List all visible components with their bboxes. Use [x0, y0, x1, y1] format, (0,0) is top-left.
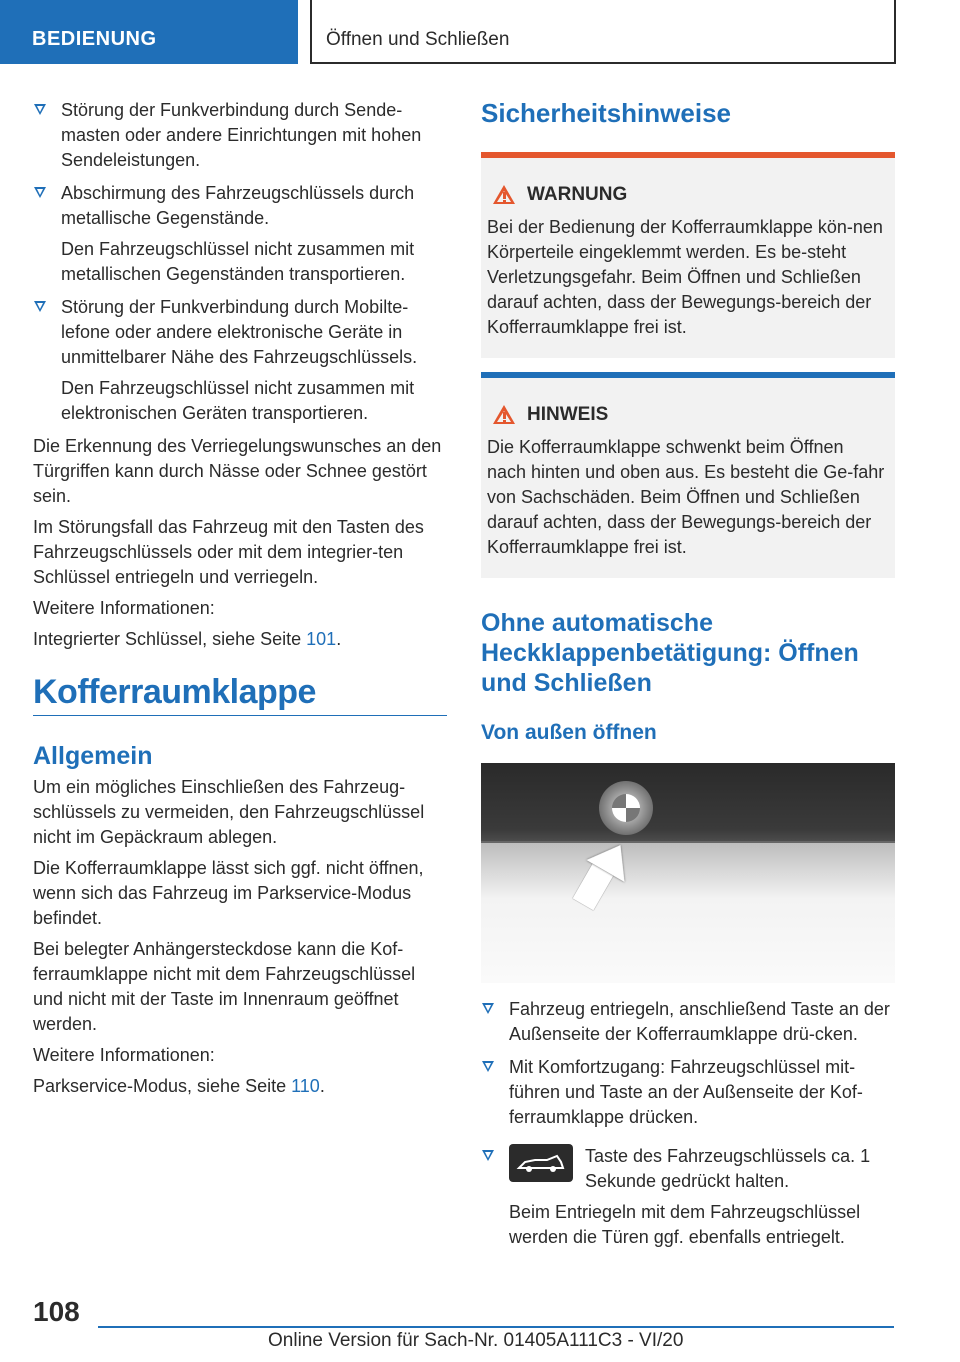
triangle-bullet-icon	[34, 301, 46, 312]
trunk-key-button-icon	[509, 1144, 573, 1182]
reference-text: Integrierter Schlüssel, siehe Seite	[33, 629, 307, 649]
chapter-header	[310, 0, 896, 64]
list-item-subtext: Den Fahrzeugschlüssel nicht zusammen mit elektronischen Geräten transportieren.	[61, 378, 415, 423]
cross-reference	[33, 627, 447, 652]
triangle-bullet-icon	[482, 1003, 494, 1014]
trunk-panel	[481, 841, 895, 983]
triangle-bullet-icon	[34, 187, 46, 198]
page-number: 108	[33, 1296, 80, 1327]
section-label: BEDIENUNG	[32, 28, 157, 50]
chapter-title: Öffnen und Schließen	[326, 29, 510, 50]
list-item-text: Abschirmung des Fahrzeugschlüssels durch metallische Gegenstände.	[61, 183, 415, 228]
warning-title-row	[487, 182, 887, 207]
left-column	[33, 98, 447, 1105]
hint-title-row	[487, 402, 887, 427]
list-item	[33, 98, 447, 173]
triangle-bullet-icon	[482, 1061, 494, 1072]
paragraph: Im Störungsfall das Fahrzeug mit den Tasten des Fahrzeugschlüssels oder mit dem integrier-ten Schlüssel entriegeln und verriegeln.	[33, 517, 424, 587]
subsection-heading: Ohne automatische Heckklappenbetätigung: Öffnen und Schließen	[481, 609, 859, 697]
triangle-bullet-icon	[34, 104, 46, 115]
reference-end: .	[319, 1076, 325, 1096]
list-item-subtext: Den Fahrzeugschlüssel nicht zusammen mit metallischen Gegenständen transportieren.	[61, 239, 415, 284]
list-item-subtext: Beim Entriegeln mit dem Fahrzeugschlüssel werden die Türen ggf. ebenfalls entriegelt.	[509, 1202, 861, 1247]
reference-text: Parkservice-Modus, siehe Seite	[33, 1076, 292, 1096]
sub-subsection-heading: Von außen öffnen	[481, 721, 657, 744]
list-item	[481, 997, 895, 1047]
warning-title: WARNUNG	[527, 184, 628, 205]
list-item-text: Mit Komfortzugang: Fahrzeugschlüssel mit-führen und Taste an der Außenseite der Kof-ferraumklappe drücken.	[509, 1057, 863, 1127]
paragraph: Um ein mögliches Einschließen des Fahrzeug-schlüssels zu vermeiden, den Fahrzeugschlüssel nicht im Gepäckraum ablegen.	[33, 777, 425, 847]
list-item	[33, 181, 447, 287]
warning-box	[481, 152, 895, 358]
page-link-101[interactable]: 101	[306, 629, 337, 649]
warning-triangle-icon	[493, 185, 515, 205]
section-heading: Kofferraumklappe	[33, 680, 447, 716]
warning-triangle-icon	[493, 405, 515, 425]
icon-bullet-row	[509, 1144, 895, 1200]
paragraph: Bei belegter Anhängersteckdose kann die Kof-ferraumklappe nicht mit dem Fahrzeugschlüssel und nicht mit der Taste im Innenraum geöffnet werden.	[33, 939, 416, 1034]
hint-text: Die Kofferraumklappe schwenkt beim Öffnen nach hinten und oben aus. Es besteht die Ge-fahr von Sachschäden. Beim Öffnen und Schließen darauf achten, dass der Bewegungs-bereich der Kofferraumklappe frei ist.	[487, 437, 885, 557]
paragraph: Die Kofferraumklappe lässt sich ggf. nicht öffnen, wenn sich das Fahrzeug im Parkservice-Modus befindet.	[33, 858, 424, 928]
list-item	[33, 295, 447, 426]
warning-text: Bei der Bedienung der Kofferraumklappe kön-nen Körperteile eingeklemmt werden. Es be-steht Verletzungsgefahr. Beim Öffnen und Schließen darauf achten, dass der Bewegungs-bereich der Kofferraumklappe frei ist.	[487, 217, 883, 337]
paragraph: Die Erkennung des Verriegelungswunsches an den Türgriffen kann durch Nässe oder Schnee gestört sein.	[33, 436, 442, 506]
list-item	[481, 1055, 895, 1130]
subsection-heading: Allgemein	[33, 742, 153, 770]
list-item-text: Taste des Fahrzeugschlüssels ca. 1 Sekunde gedrückt halten.	[585, 1146, 871, 1191]
cross-reference	[33, 1074, 447, 1099]
list-item	[481, 1144, 895, 1250]
right-column	[481, 98, 895, 1258]
hint-box	[481, 372, 895, 578]
list-item-text: Störung der Funkverbindung durch Sende-masten oder andere Einrichtungen mit hohen Sendeleistungen.	[61, 100, 422, 170]
page-link-110[interactable]: 110	[291, 1076, 320, 1096]
more-info-label: Weitere Informationen:	[33, 1045, 215, 1065]
reference-end: .	[336, 629, 342, 649]
brand-logo-emblem	[599, 781, 653, 835]
footer-divider	[98, 1326, 894, 1328]
triangle-bullet-icon	[482, 1150, 494, 1161]
list-item-text: Fahrzeug entriegeln, anschließend Taste an der Außenseite der Kofferraumklappe drü-cken.	[509, 999, 890, 1044]
hint-title: HINWEIS	[527, 404, 609, 425]
trunk-button-photo	[481, 763, 895, 983]
section-tab	[0, 0, 298, 64]
more-info-label: Weitere Informationen:	[33, 598, 215, 618]
section-heading: Sicherheitshinweise	[481, 98, 731, 128]
list-item-text: Störung der Funkverbindung durch Mobilte-lefone oder andere elektronische Geräte in unmittelbarer Nähe des Fahrzeugschlüssels.	[61, 297, 418, 367]
footer-text: Online Version für Sach-Nr. 01405A111C3 - VI/20	[268, 1330, 684, 1351]
